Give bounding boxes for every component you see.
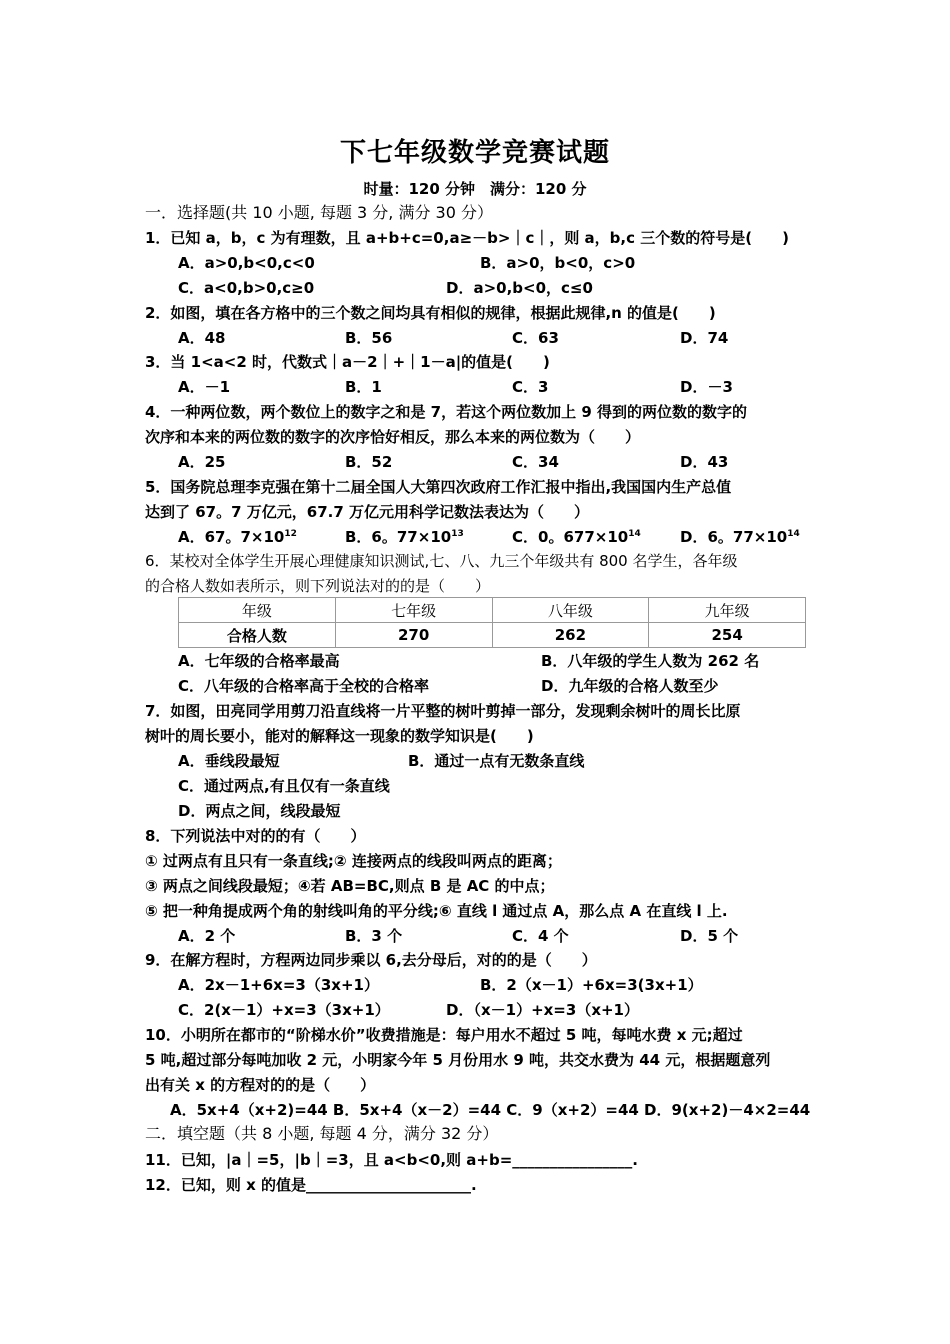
q4-option-d: D．43 — [680, 453, 729, 471]
q4-option-c: C．34 — [512, 453, 559, 471]
exam-time-score: 时量：120 分钟 满分：120 分 — [363, 180, 587, 198]
q5-option-c-base: C．0。677×10 — [512, 528, 629, 546]
q2-option-c: C．63 — [512, 329, 559, 347]
q5-option-b-base: B．6。77×10 — [345, 528, 452, 546]
q1-option-c: C．a<0,b>0,c≥0 — [178, 279, 315, 297]
q5-option-c — [512, 527, 641, 547]
q7-option-a: A．垂线段最短 — [178, 752, 280, 770]
q8-option-c: C．4 个 — [512, 927, 569, 945]
question-5-line-1: 5．国务院总理李克强在第十二届全国人大第四次政府工作汇报中指出,我国国内生产总值 — [145, 478, 732, 496]
question-11: 11．已知，|a｜=5，|b｜=3，且 a<b<0,则 a+b=________________. — [145, 1151, 638, 1169]
q1-option-d: D．a>0,b<0，c≤0 — [446, 279, 593, 297]
q5-option-d-exponent: 14 — [787, 529, 800, 539]
q1-option-b: B．a>0，b<0，c>0 — [480, 254, 636, 272]
q2-option-a: A．48 — [178, 329, 226, 347]
q6-option-b: B．八年级的学生人数为 262 名 — [541, 652, 760, 670]
q3-option-d: D．－3 — [680, 378, 733, 396]
q6-option-a: A．七年级的合格率最高 — [178, 652, 340, 670]
q3-option-a: A．－1 — [178, 378, 231, 396]
q6-option-d: D．九年级的合格人数至少 — [541, 677, 719, 695]
question-8: 8．下列说法中对的的有（ ） — [145, 827, 366, 845]
q9-option-b: B．2（x－1）+6x=3(3x+1） — [480, 976, 703, 994]
grade-pass-table — [178, 597, 806, 648]
question-9: 9．在解方程时，方程两边同步乘以 6,去分母后，对的的是（ ） — [145, 951, 597, 969]
q8-option-a: A．2 个 — [178, 927, 236, 945]
table-cell: 270 — [335, 623, 492, 648]
q9-option-c: C．2(x－1）+x=3（3x+1） — [178, 1001, 390, 1019]
q7-option-c: C．通过两点,有且仅有一条直线 — [178, 777, 390, 795]
q3-option-c: C．3 — [512, 378, 549, 396]
question-4-line-1: 4．一种两位数，两个数位上的数字之和是 7，若这个两位数加上 9 得到的两位数的数字的 — [145, 403, 747, 421]
question-10-line-2: 5 吨,超过部分每吨加收 2 元，小明家今年 5 月份用水 9 吨，共交水费为 44 元，根据题意列 — [145, 1051, 771, 1069]
q9-option-d: D．（x－1）+x=3（x+1） — [446, 1001, 639, 1019]
table-header-row — [179, 598, 806, 623]
q5-option-b — [345, 527, 464, 547]
question-10-line-1: 10．小明所在都市的“阶梯水价”收费措施是：每户用水不超过 5 吨，每吨水费 x 元;超过 — [145, 1026, 743, 1044]
question-6-line-1: 6．某校对全体学生开展心理健康知识测试,七、八、九三个年级共有 800 名学生，各年级 — [145, 552, 738, 570]
question-1: 1．已知 a，b，c 为有理数，且 a+b+c=0,a≥－b>｜c｜，则 a，b,c 三个数的符号是( ) — [145, 229, 789, 247]
table-cell: 262 — [492, 623, 649, 648]
q7-option-d: D．两点之间，线段最短 — [178, 802, 341, 820]
question-7-line-2: 树叶的周长要小，能对的解释这一现象的数学知识是( ) — [145, 727, 534, 745]
q2-option-b: B．56 — [345, 329, 393, 347]
q5-option-b-exponent: 13 — [451, 529, 464, 539]
table-header-cell: 七年级 — [335, 598, 492, 623]
q8-option-d: D．5 个 — [680, 927, 739, 945]
q1-option-a: A．a>0,b<0,c<0 — [178, 254, 315, 272]
section-heading-choice: 一．选择题(共 10 小题, 每题 3 分, 满分 30 分） — [145, 203, 494, 222]
question-8-statement-line-3: ⑤ 把一种角提成两个角的射线叫角的平分线;⑥ 直线 l 通过点 A，那么点 A 在直线 l 上. — [145, 902, 728, 920]
question-5-line-2: 达到了 67。7 万亿元，67.7 万亿元用科学记数法表达为（ ） — [145, 503, 589, 521]
table-header-cell: 年级 — [179, 598, 336, 623]
q9-option-a: A．2x－1+6x=3（3x+1） — [178, 976, 379, 994]
question-4-line-2: 次序和本来的两位数的数字的次序恰好相反，那么本来的两位数为（ ） — [145, 428, 641, 446]
q10-options: A．5x+4（x+2)=44 B．5x+4（x－2）=44 C．9（x+2）=44 D．9(x+2)－4×2=44 — [170, 1101, 811, 1119]
table-cell: 254 — [649, 623, 806, 648]
question-3: 3．当 1<a<2 时，代数式｜a－2｜+｜1－a|的值是( ) — [145, 353, 550, 371]
table-header-cell: 九年级 — [649, 598, 806, 623]
q6-option-c: C．八年级的合格率高于全校的合格率 — [178, 677, 430, 695]
q5-option-a-exponent: 12 — [284, 529, 297, 539]
q5-option-c-exponent: 14 — [628, 529, 641, 539]
question-7-line-1: 7．如图，田亮同学用剪刀沿直线将一片平整的树叶剪掉一部分，发现剩余树叶的周长比原 — [145, 702, 741, 720]
question-8-statement-line-1: ① 过两点有且只有一条直线;② 连接两点的线段叫两点的距离； — [145, 852, 562, 870]
page-title: 下七年级数学竞赛试题 — [339, 138, 610, 168]
q5-option-d — [680, 527, 800, 547]
q5-option-a-base: A．67。7×10 — [178, 528, 285, 546]
question-6-line-2: 的合格人数如表所示，则下列说法对的的是（ ） — [145, 577, 491, 595]
question-8-statement-line-2: ③ 两点之间线段最短；④若 AB=BC,则点 B 是 AC 的中点； — [145, 877, 555, 895]
section-heading-fill: 二．填空题（共 8 小题, 每题 4 分，满分 32 分） — [145, 1124, 499, 1143]
question-2: 2．如图，填在各方格中的三个数之间均具有相似的规律，根据此规律,n 的值是( ) — [145, 304, 716, 322]
q4-option-a: A．25 — [178, 453, 226, 471]
q7-option-b: B．通过一点有无数条直线 — [408, 752, 585, 770]
table-cell: 合格人数 — [179, 623, 336, 648]
question-12: 12．已知，则 x 的值是______________________. — [145, 1176, 477, 1194]
q5-option-a — [178, 527, 297, 547]
q8-option-b: B．3 个 — [345, 927, 403, 945]
q3-option-b: B．1 — [345, 378, 382, 396]
table-row — [179, 623, 806, 648]
q4-option-b: B．52 — [345, 453, 393, 471]
q2-option-d: D．74 — [680, 329, 729, 347]
question-10-line-3: 出有关 x 的方程对的的是（ ） — [145, 1076, 376, 1094]
q5-option-d-base: D．6。77×10 — [680, 528, 788, 546]
table-header-cell: 八年级 — [492, 598, 649, 623]
